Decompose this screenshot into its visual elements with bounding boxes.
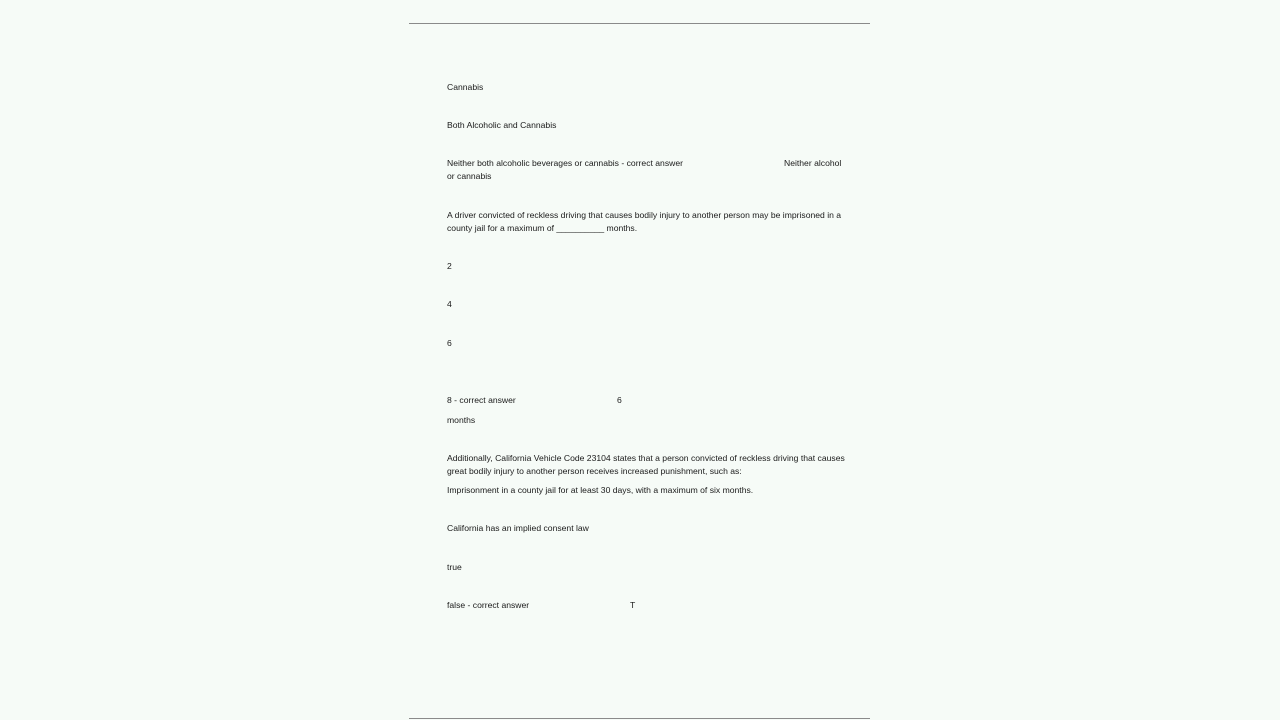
document-page <box>409 0 870 720</box>
answer-option-cannabis: Cannabis <box>447 82 484 92</box>
answer-option-both: Both Alcoholic and Cannabis <box>447 120 557 130</box>
page-top-border <box>409 23 870 24</box>
answer-option-true: true <box>447 562 462 572</box>
answer-explanation-t: T <box>630 600 636 610</box>
imprisonment-paragraph: Imprisonment in a county jail for at least 30 days, with a maximum of six months. <box>447 485 754 495</box>
question-reckless-driving: A driver convicted of reckless driving that causes bodily injury to another person may be imprisoned in a county jail for a maximum of __________ months. <box>447 210 842 233</box>
question-implied-consent: California has an implied consent law <box>447 523 589 533</box>
answer-explanation-neither: Neither alcohol <box>784 158 842 168</box>
answer-option-6: 6 <box>447 338 452 348</box>
answer-option-8: 8 - correct answer <box>447 395 516 405</box>
answer-option-false: false - correct answer <box>447 600 530 610</box>
answer-explanation-months: months <box>447 415 476 425</box>
answer-option-2: 2 <box>447 261 452 271</box>
answer-option-4: 4 <box>447 299 452 309</box>
answer-option-neither: Neither both alcoholic beverages or cannabis - correct answer <box>447 158 683 168</box>
answer-explanation-neither-cont: or cannabis <box>447 171 492 181</box>
page-bottom-border <box>409 718 870 719</box>
answer-explanation-6: 6 <box>617 395 622 405</box>
vehicle-code-paragraph: Additionally, California Vehicle Code 23104 states that a person convicted of reckless driving that causes great bodily injury to another person receives increased punishment, such as: <box>447 453 845 476</box>
